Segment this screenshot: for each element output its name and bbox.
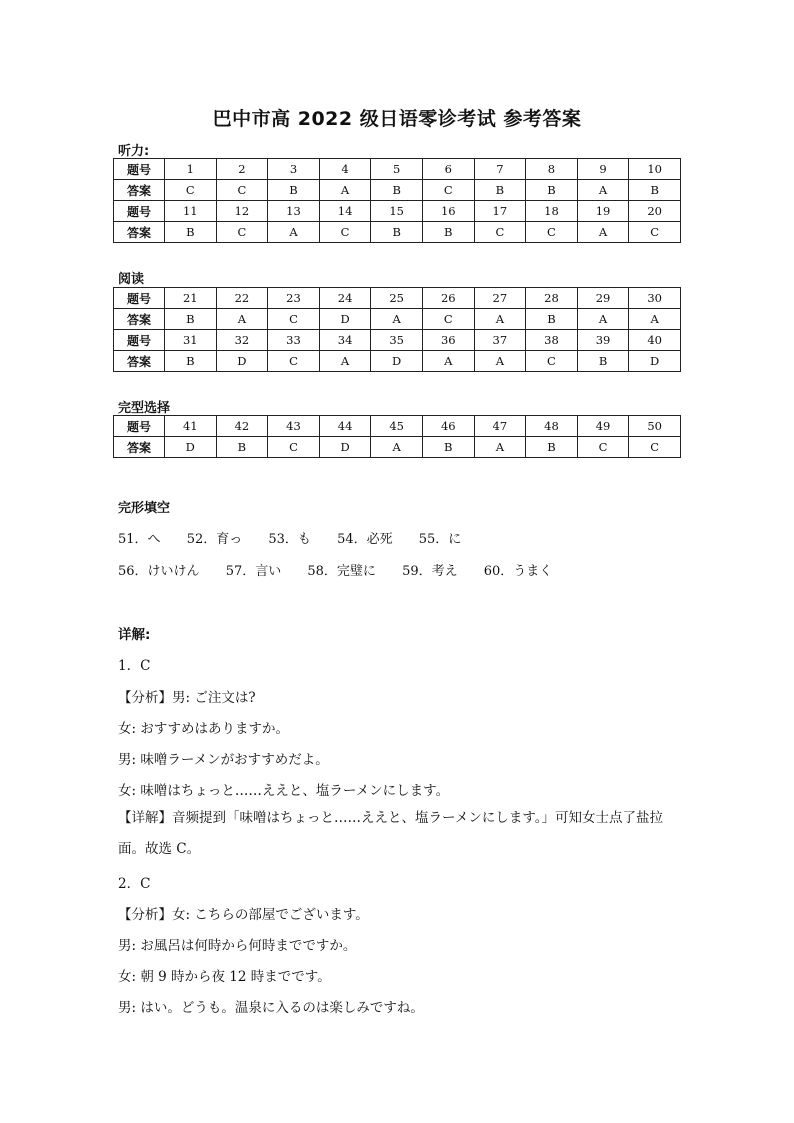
table-cell: A — [474, 437, 526, 458]
table-cell: 24 — [319, 288, 371, 309]
table-cell: B — [629, 180, 681, 201]
q1-detail: 【详解】音频提到「味噌はちょっと……ええと、塩ラーメンにします。」可知女士点了盐拉面。故选 C。 — [118, 810, 663, 857]
table-cell: 31 — [165, 330, 217, 351]
q2-line: 男: お風呂は何時から何時までですか。 — [118, 938, 357, 954]
table-row — [114, 288, 681, 309]
table-cell: C — [319, 222, 371, 243]
cloze-fill-line-2 — [118, 560, 574, 579]
table-cell: 13 — [268, 201, 320, 222]
table-cell: A — [319, 351, 371, 372]
table-cell: B — [165, 309, 217, 330]
table-cell: C — [526, 222, 578, 243]
table-cell: A — [474, 351, 526, 372]
table-cell: C — [629, 222, 681, 243]
table-cell: 25 — [371, 288, 423, 309]
table-cell: 35 — [371, 330, 423, 351]
table-cell: 30 — [629, 288, 681, 309]
table-cell: 2 — [216, 159, 268, 180]
table-row — [114, 222, 681, 243]
q1-line: 女: 味噌はちょっと……ええと、塩ラーメンにします。 — [118, 783, 450, 799]
fill-answer: 52．育っ — [186, 532, 243, 547]
table-cell: D — [165, 437, 217, 458]
table-cell: C — [422, 309, 474, 330]
table-cell: 11 — [165, 201, 217, 222]
fill-answer: 59．考え — [402, 564, 458, 579]
table-row — [114, 201, 681, 222]
fill-answer: 55．に — [418, 532, 462, 547]
table-cell: 4 — [319, 159, 371, 180]
table-cell: D — [371, 351, 423, 372]
row-header: 答案 — [114, 437, 165, 458]
q1-line: 女: おすすめはありますか。 — [118, 721, 289, 737]
row-header: 题号 — [114, 201, 165, 222]
table-row — [114, 416, 681, 437]
table-cell: 19 — [577, 201, 629, 222]
q2-line: 男: はい。どうも。温泉に入るのは楽しみですね。 — [118, 1000, 424, 1016]
table-cell: D — [319, 309, 371, 330]
table-cell: 6 — [422, 159, 474, 180]
q2-line: 女: 朝 9 時から夜 12 時までです。 — [118, 969, 331, 985]
table-cell: 37 — [474, 330, 526, 351]
table-cell: A — [319, 180, 371, 201]
table-cell: B — [474, 180, 526, 201]
q1-line: 【分析】男: ご注文は? — [118, 690, 256, 706]
table-cell: 21 — [165, 288, 217, 309]
table-row — [114, 159, 681, 180]
table-cell: B — [526, 437, 578, 458]
table-cell: B — [371, 180, 423, 201]
table-cell: B — [268, 180, 320, 201]
table-cell: C — [474, 222, 526, 243]
table-cell: A — [577, 309, 629, 330]
table-cell: 33 — [268, 330, 320, 351]
table-cell: 5 — [371, 159, 423, 180]
table-cell: 41 — [165, 416, 217, 437]
table-cell: 38 — [526, 330, 578, 351]
table-cell: 1 — [165, 159, 217, 180]
table-cell: 18 — [526, 201, 578, 222]
table-cell: B — [422, 222, 474, 243]
table-cell: A — [216, 309, 268, 330]
table-cell: 29 — [577, 288, 629, 309]
table-cell: C — [268, 309, 320, 330]
table-cell: 42 — [216, 416, 268, 437]
table-cell: 36 — [422, 330, 474, 351]
fill-answer: 58．完璧に — [307, 564, 376, 579]
table-row — [114, 180, 681, 201]
table-cell: 50 — [629, 416, 681, 437]
row-header: 答案 — [114, 309, 165, 330]
table-cell: B — [526, 180, 578, 201]
q2-answer: 2．C — [118, 876, 151, 892]
explanation-label: 详解: — [118, 627, 151, 643]
cloze-fill-line-1 — [118, 528, 483, 547]
table-row — [114, 437, 681, 458]
table-cell: 32 — [216, 330, 268, 351]
listening-table — [113, 158, 681, 243]
table-cell: D — [216, 351, 268, 372]
table-cell: C — [268, 437, 320, 458]
table-cell: C — [526, 351, 578, 372]
table-cell: 20 — [629, 201, 681, 222]
fill-answer: 60．うまく — [483, 564, 553, 579]
table-cell: 43 — [268, 416, 320, 437]
table-cell: B — [422, 437, 474, 458]
table-cell: 3 — [268, 159, 320, 180]
page-title: 巴中市高 2022 级日语零诊考试 参考答案 — [212, 108, 582, 130]
table-cell: 22 — [216, 288, 268, 309]
fill-answer: 57．言い — [225, 564, 282, 579]
table-cell: 28 — [526, 288, 578, 309]
row-header: 题号 — [114, 288, 165, 309]
table-cell: C — [216, 222, 268, 243]
table-cell: 14 — [319, 201, 371, 222]
reading-label: 阅读 — [118, 272, 145, 287]
row-header: 答案 — [114, 351, 165, 372]
table-row — [114, 351, 681, 372]
table-cell: 26 — [422, 288, 474, 309]
row-header: 答案 — [114, 180, 165, 201]
fill-answer: 56．けいけん — [118, 564, 200, 579]
q2-line: 【分析】女: こちらの部屋でございます。 — [118, 907, 369, 923]
table-cell: A — [371, 309, 423, 330]
table-cell: B — [526, 309, 578, 330]
table-cell: B — [371, 222, 423, 243]
table-cell: B — [216, 437, 268, 458]
table-cell: 16 — [422, 201, 474, 222]
cloze-choice-label: 完型选择 — [118, 401, 171, 416]
table-cell: B — [577, 351, 629, 372]
listening-label: 听力: — [118, 144, 150, 159]
table-cell: A — [629, 309, 681, 330]
table-cell: 10 — [629, 159, 681, 180]
table-cell: B — [165, 222, 217, 243]
cloze-fill-label: 完形填空 — [118, 501, 171, 516]
table-cell: 39 — [577, 330, 629, 351]
table-cell: D — [319, 437, 371, 458]
table-cell: A — [371, 437, 423, 458]
row-header: 题号 — [114, 330, 165, 351]
table-cell: 47 — [474, 416, 526, 437]
table-cell: A — [422, 351, 474, 372]
table-cell: A — [268, 222, 320, 243]
table-cell: B — [165, 351, 217, 372]
table-row — [114, 330, 681, 351]
fill-answer: 51．へ — [118, 532, 161, 547]
fill-answer: 54．必死 — [337, 532, 393, 547]
table-row — [114, 309, 681, 330]
q1-answer: 1．C — [118, 658, 151, 674]
row-header: 题号 — [114, 159, 165, 180]
cloze-choice-table — [113, 415, 681, 458]
q1-line: 男: 味噌ラーメンがおすすめだよ。 — [118, 752, 329, 768]
table-cell: C — [165, 180, 217, 201]
table-cell: 15 — [371, 201, 423, 222]
table-cell: 40 — [629, 330, 681, 351]
fill-answer: 53．も — [268, 532, 311, 547]
table-cell: 48 — [526, 416, 578, 437]
table-cell: C — [216, 180, 268, 201]
row-header: 答案 — [114, 222, 165, 243]
table-cell: C — [629, 437, 681, 458]
table-cell: 7 — [474, 159, 526, 180]
table-cell: 8 — [526, 159, 578, 180]
table-cell: D — [629, 351, 681, 372]
table-cell: 12 — [216, 201, 268, 222]
table-cell: 44 — [319, 416, 371, 437]
table-cell: A — [577, 180, 629, 201]
table-cell: A — [577, 222, 629, 243]
table-cell: 46 — [422, 416, 474, 437]
table-cell: 34 — [319, 330, 371, 351]
table-cell: C — [577, 437, 629, 458]
table-cell: C — [268, 351, 320, 372]
table-cell: C — [422, 180, 474, 201]
reading-table — [113, 287, 681, 372]
table-cell: 9 — [577, 159, 629, 180]
table-cell: 23 — [268, 288, 320, 309]
row-header: 题号 — [114, 416, 165, 437]
table-cell: 49 — [577, 416, 629, 437]
table-cell: A — [474, 309, 526, 330]
table-cell: 45 — [371, 416, 423, 437]
table-cell: 27 — [474, 288, 526, 309]
table-cell: 17 — [474, 201, 526, 222]
